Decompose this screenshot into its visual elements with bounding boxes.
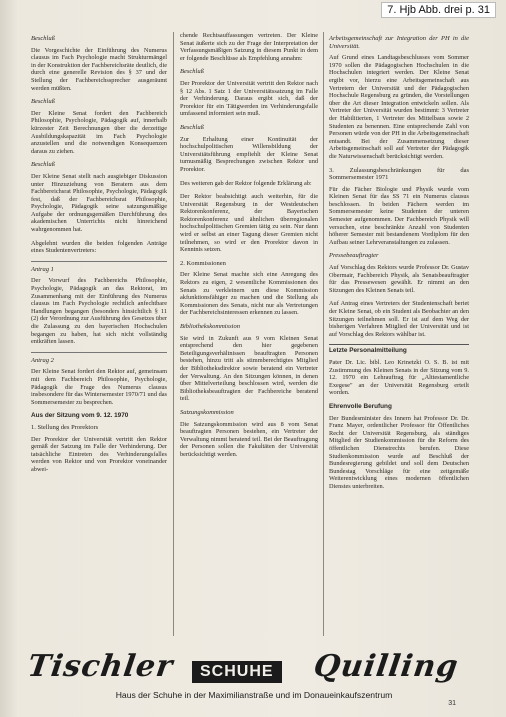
bold-heading: Ehrenvolle Berufung bbox=[329, 402, 392, 410]
paragraph: Der Rektor beabsichtigt auch weiterhin, für die Universität Regensburg in der Westdeutschen Rektorenkonferenz, der Bayerischen Rektorenkonferenz und ähnlichen überregionalen hochschulpolitischen Gremien tätig zu sein. Nur dann wird er selbst an einer Tagung dieser Gremien nicht teilnehmen, so wird er den Prorektor davon in Kenntnis setzen. bbox=[180, 193, 318, 254]
brand-logo-quilling: Quilling bbox=[311, 649, 461, 684]
paragraph: Sie wird in Zukunft aus 9 vom Kleinen Senat entsprechend den hier gegebenen Beteiligungsverhältnissen beauftragten Personen bestehen, hinzu tritt als stimmberechtigtes Mitglied der Bibliotheksdirektor sowie beratend ein Vertreter der Verwaltung. An den Sitzungen können, in denen über Mittelverteilung beschlossen wird, werden die Bibliotheksbeauftragten der Fachbereiche beratend teil. bbox=[180, 334, 318, 403]
column-left bbox=[31, 32, 167, 480]
section-heading: Beschluß bbox=[31, 98, 55, 106]
brand-logo-tischler: Tischler bbox=[25, 649, 176, 684]
paragraph: Zur Erhaltung einer Kontinuität der hochschulpolitischen Willensbildung der Universitätsführung empfiehlt der Kleine Senat turnusmäßig Besprechungen zwischen Rektor und Prorektor. bbox=[180, 135, 318, 173]
section-heading: Antrag 2 bbox=[31, 356, 54, 364]
ad-logo-row bbox=[25, 647, 476, 687]
section-heading: Satzungskommission bbox=[180, 408, 234, 416]
paragraph: Der Kleine Senat fordert den Rektor auf, gemeinsam mit dem Fachbereich Philosophie, Psychologie, Pädagogik die Frage des Numerus clausus insbesondere für das Wintersemester 1970/71 und das Sommersemester zu besprechen. bbox=[31, 368, 167, 406]
column-right bbox=[329, 32, 469, 496]
bold-heading: Aus der Sitzung vom 9. 12. 1970 bbox=[31, 412, 129, 420]
paragraph: Der Kleine Senat machte sich eine Anregung des Rektors zu eigen, 2 wesentliche Kommissionen des Senats zu verkleinern um diese Kommission akfunktionsfähiger zu machen und die Stellung als Kommissionen des Senats, nicht nur als Vertretungen der Fachbereichsinteressen erkennen zu lassen. bbox=[180, 271, 318, 317]
paragraph: Abgelehnt wurden die beiden folgenden Anträge eines Studentenvertreters: bbox=[31, 239, 167, 255]
section-heading: 1. Stellung des Prorektors bbox=[31, 423, 99, 431]
paragraph: Der Prorektor der Universität vertritt den Rektor nach § 12 Abs. 1 Satz 1 der Universitätssatzung im Falle der Verhinderung. Daraus ergibt sich, daß der Prorektor für ein Tätigwerden im Verhinderungsfalle umfassend informiert sein muß. bbox=[180, 79, 318, 118]
paragraph: Der Kleine Senat fordert den Fachbereich Philosophie, Psychologie, Pädagogik auf, innerhalb kürzester Zeit Berechnungen über die derzeitige Ausbildungskapazität im Fach Psychologie anzustellen und die notwendigen Konsequenzen daraus zu ziehen. bbox=[31, 109, 167, 155]
paragraph: Pater Dr. Lic. bibl. Leo Krinetzki O. S. B. ist mit Zustimmung des Kleinen Senats in der Sitzung vom 9. 12. 1970 ein Lehrauftrag für „Alttestamentliche Exegese" an der Universität Regensburg erteilt worden. bbox=[329, 358, 469, 397]
page-number: 31 bbox=[448, 700, 456, 707]
paragraph: chende Rechtsauffassungen vertreten. Der Kleine Senat äußerte sich zu der Frage der Interpretation der Verfassungsmäßigen Satzung in diesem Punkt in dem er folgende Beschlüsse als Empfehlung annahm: bbox=[180, 32, 318, 62]
brand-badge-schuhe: SCHUHE bbox=[192, 661, 282, 683]
section-heading: Beschluß bbox=[180, 68, 204, 76]
column-divider bbox=[173, 32, 174, 636]
section-heading: Beschluß bbox=[31, 35, 55, 42]
section-heading: 2. Kommissionen bbox=[180, 259, 226, 267]
shoe-store-advertisement bbox=[25, 647, 476, 705]
paragraph: Auf Vorschlag des Rektors wurde Professor Dr. Gustav Obermair, Fachbereich Physik, als Senatsbeauftragter für das Pressewesen gewählt. Er nimmt an den Sitzungen des Kleinen Senats teil. bbox=[329, 264, 469, 294]
paragraph: Auf Grund eines Landtagsbeschlusses vom Sommer 1970 sollen die Pädagogischen Hochschulen in die Hochschulen integriert werden. Der Kleine Senat ergibt vor, hierzu eine Arbeitsgemeinschaft aus Vertretern der Universität und der Pädagogischen Hochschule Regensburg zu gründen, die Vorstellungen über die Art dieser Integration entwickeln sollen. Als Vertreter der Universität wurden bestimmt: 3 Vertreter der Habilitierten, 1 Vertreter des Mittelbaus sowie 2 Studenten zu benennen. Eine entsprechende Zahl von Personen würde von der PH in die Arbeitsgemeinschaft entsandt. Bei der Zusammensetzung dieser Arbeitsgemeinschaft soll auf Vertreter der Pädagogik die Naturwissenschaft berücksichtigt werden. bbox=[329, 54, 469, 160]
bold-heading: Letzte Personalmitteilung bbox=[329, 344, 469, 355]
section-heading: Arbeitsgemeinschaft zur Integration der PH in die Universität. bbox=[329, 35, 469, 50]
section-heading: 3. Zulassungsbeschränkungen für das Sommersemester 1971 bbox=[329, 166, 469, 182]
paragraph: Der Vorwurf des Fachbereichs Philosophie, Psychologie, Pädagogik an das Rektorat, im Zusammenhang mit der Einführung des Numerus clausus im Fach Psychologie rechtlich anfechtbare Handlungen begangen (besonders hinsichtlich § 11 (2) der Verordnung zur Ausführung des Gesetzes über die Zulassung zu den bayerischen Hochschulen begangen zu haben, hat sich nicht vollständig entkräften lassen. bbox=[31, 277, 167, 346]
paragraph: Auf Antrag eines Vertreters der Studentenschaft beriet der Kleine Senat, ob ein Student als Beobachter an den Sitzungen teilnehmen soll. Er ist auf dem Weg der bisherigen Verfahren Mitglied der Universität und ist auf Vorschlag des Rektors wählbar ist. bbox=[329, 300, 469, 338]
paragraph: Der Bundesminister des Innern hat Professor Dr. Dr. Franz Mayer, ordentlicher Professor für Öffentliches Recht der Universität Regensburg, als ständiges Mitglied der Studienkommission für die Reform des öffentlichen Dienstrechts berufen. Diese Studienkommission wurde auf Beschluß der Bundesregierung gebildet und soll dem Deutschen Bundestag Vorschläge für eine zeitgemäße Weiterentwicklung eines modernen öffentlichen Dienstes unterbreiten. bbox=[329, 414, 469, 490]
paragraph: Der Kleine Senat stellt nach ausgiebiger Diskussion unter Hinzuziehung von Beratern aus dem Fachbereichsrat Philosophie, Psychologie, Pädagogik fest, daß der Fachbereichsrat Philosophie, Psychologie, Pädagogik seine satzungsmäßige Aufgabe der ordnungsgemäßen Durchführung des akademischen Unterrichts nicht hinreichend wahrgenommen hat. bbox=[31, 172, 167, 234]
paragraph: Die Satzungskommission wird aus 8 vom Senat beauftragten Personen bestehen, ein Vertreter der Verwaltung nimmt beratend teil. Bei der Beauftragung der Personen sollen die Fakultäten der Universität berücksichtigt werden. bbox=[180, 420, 318, 458]
paragraph: Für die Fächer Biologie und Physik wurde vom Kleinen Senat für das SS 71 ein Numerus clausus beschlossen. In beiden Fächern werden im Sommersemester keine Studenten der unteren Semester aufgenommen. Der Fachbereich Physik will versuchen, eine beschränkte Anzahl von Studenten höherer Semester mit bestandenem Vordiplom für den Aufbau seiner Lehrveranstaltungen zu zulassen. bbox=[329, 185, 469, 246]
paragraph: Der Prorektor der Universität vertritt den Rektor gemäß der Satzung im Falle der Verhinderung. Der tatsächliche Eintreten des Verhinderungsfalles werden von Rektor und von Prorektor voneinander abwei- bbox=[31, 435, 167, 473]
section-rule bbox=[31, 261, 167, 262]
section-heading: Beschluß bbox=[31, 161, 55, 169]
section-heading: Pressebeauftragter bbox=[329, 252, 379, 260]
section-rule bbox=[31, 352, 167, 353]
column-middle bbox=[180, 32, 318, 465]
paragraph: Die Vorgeschichte der Einführung des Numerus clausus im Fach Psychologie macht Strukturmängel in der Konstruktion der Fachbereichsräte deutlich, die durch eine generelle Revision des § 37 und der Stellung der Fachbereichssprecher ausgeräumt werden müßten. bbox=[31, 46, 167, 92]
paragraph: Des weiteren gab der Rektor folgende Erklärung ab: bbox=[180, 179, 312, 187]
column-divider bbox=[323, 32, 324, 636]
ad-subline: Haus der Schuhe in der Maximilianstraße und im Donaueinkaufszentrum bbox=[115, 690, 393, 700]
section-heading: Antrag 1 bbox=[31, 265, 54, 273]
section-heading: Bibliothekskommission bbox=[180, 323, 240, 330]
archive-tag: 7. Hjb Abb. drei p. 31 bbox=[381, 2, 496, 18]
section-heading: Beschluß bbox=[180, 123, 204, 131]
